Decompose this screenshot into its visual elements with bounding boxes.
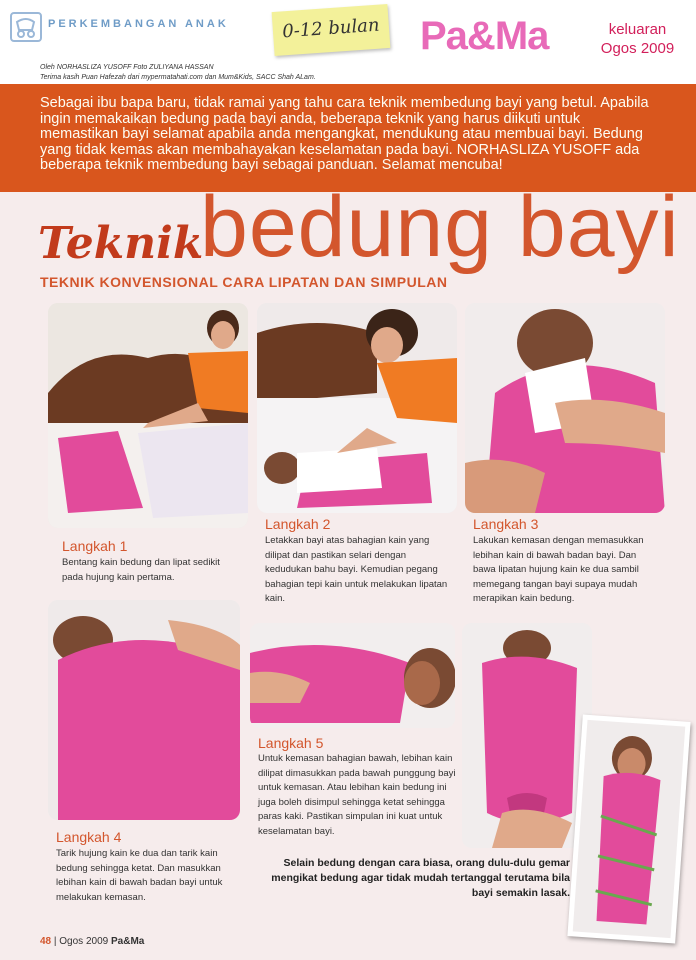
step-3-text: Lakukan kemasan dengan memasukkan lebihan kain di bawah badan bayi. Dan bawa lipatan hujung kain ke dua sambil memegang tangan bayi supaya mudah merapikan kain bedung. bbox=[473, 535, 644, 604]
step-1-label: Langkah 1 bbox=[62, 538, 128, 554]
intro-text: Sebagai ibu bapa baru, tidak ramai yang tahu cara teknik membedung bayi yang betul. Apabila ingin memakaikan bedung pada bayi anda, beberapa teknik yang harus diikuti untuk memastikan bayi selamat apabila anda mengangkat, mendukung atau membuai bayi. Bedung yang tidak kemas akan membahayakan keselamatan pada bayi. NORHASLIZA YUSOFF ada beberapa teknik membedung bayi sebagai panduan. Selamat mencuba! bbox=[40, 95, 649, 173]
wrapped-baby-photo bbox=[462, 623, 592, 848]
step-1-text: Bentang kain bedung dan lipat sedikit pada hujung kain pertama. bbox=[62, 557, 220, 583]
credits-line-1: Oleh NORHASLIZA YUSOFF Foto ZULIYANA HASSAN bbox=[40, 64, 214, 71]
age-range-note bbox=[272, 4, 391, 56]
step-5-label: Langkah 5 bbox=[258, 735, 324, 751]
tied-baby-photo bbox=[567, 715, 690, 944]
step-2-label: Langkah 2 bbox=[265, 516, 331, 532]
edition-line-1: keluaran bbox=[608, 21, 667, 38]
step-5-photo bbox=[250, 623, 455, 728]
article-title-main: bedung bayi bbox=[200, 179, 680, 275]
step-3-photo bbox=[465, 303, 665, 513]
article-credits bbox=[40, 63, 316, 83]
footer-brand: Pa&Ma bbox=[111, 936, 145, 947]
step-3-label: Langkah 3 bbox=[473, 516, 539, 532]
step-4-label: Langkah 4 bbox=[56, 829, 122, 845]
article-title-script: Teknik bbox=[38, 218, 204, 269]
photo-caption: Selain bedung dengan cara biasa, orang dulu-dulu gemar mengikat bedung agar tidak mudah tertanggal terutama bila bayi semakin lasak. bbox=[271, 857, 570, 899]
step-4-text: Tarik hujung kain ke dua dan tarik kain bedung sehingga ketat. Dan masukkan lebihan kain di bawah badan bayi untuk melakukan kemasan. bbox=[56, 848, 223, 903]
age-range-text: 0-12 bulan bbox=[281, 14, 381, 43]
step-4-photo bbox=[48, 600, 240, 820]
edition-line-2: Ogos 2009 bbox=[600, 40, 675, 57]
stroller-icon bbox=[10, 12, 42, 42]
page-number: 48 bbox=[40, 936, 52, 947]
step-1-photo bbox=[48, 303, 248, 528]
section-subheading: TEKNIK KONVENSIONAL CARA LIPATAN DAN SIMPULAN bbox=[40, 274, 448, 290]
step-5-text: Untuk kemasan bahagian bawah, lebihan kain dilipat dimasukkan pada bawah punggung bayi untuk kemasan. Atau lebihan kain bedung ini juga boleh disimpul sehingga ketat sehingga paras kaki. Pastikan simpulan ini kuat untuk keselamatan bayi. bbox=[258, 753, 456, 837]
step-2-photo bbox=[257, 303, 457, 513]
page-footer: 48 | Ogos 2009 Pa&Ma bbox=[40, 936, 145, 947]
issue-date: Ogos 2009 bbox=[59, 936, 109, 947]
credits-line-2: Terima kasih Puan Hafezah dari mypermatahati.com dan Mum&Kids, SACC Shah ALam. bbox=[40, 74, 316, 81]
edition-note bbox=[585, 20, 690, 58]
brand-logo bbox=[420, 14, 572, 66]
step-2-text: Letakkan bayi atas bahagian kain yang dilipat dan pastikan selari dengan kedudukan bahu bayi. Kemudian pegang bahagian tepi kain untuk melakukan lipatan kain. bbox=[265, 535, 448, 604]
section-label: PERKEMBANGAN ANAK bbox=[48, 18, 229, 30]
brand-logo-text: Pa&Ma bbox=[420, 14, 549, 58]
